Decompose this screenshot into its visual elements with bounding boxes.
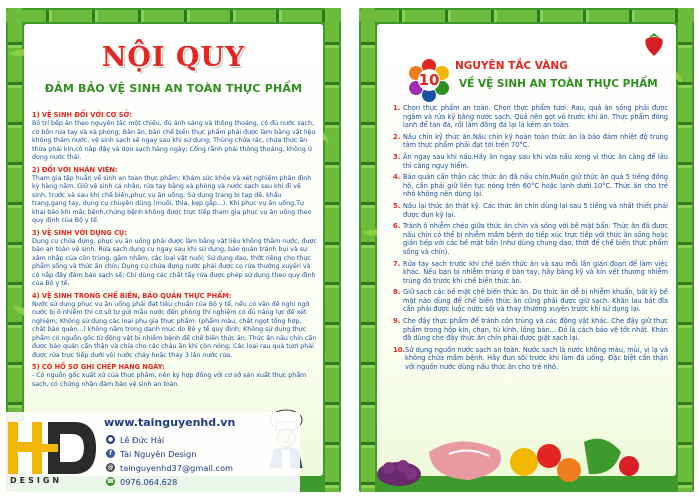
list-item	[393, 222, 668, 256]
section-text: Dụng cụ chứa đựng, phục vụ ăn uống phải được làm bằng vật liệu không thấm nước, được bảo an toàn vệ sinh. Rửa sạch dụng cụ ngay sau khi sử dụng, bảo quản tránh bụi và sự xâm nhập của côn trùng, gặm nhấm, các loại vật nuôi; Sử dụng dao, thớt riêng cho thực phẩm sống và thức ăn chín; Dụng cụ chứa đựng nước phải được cọ rửa thường xuyên và có nắp đậy đảm bảo sạch sẽ; Chỉ dùng các chất tẩy rửa được phép sử dụng theo quy định của Bộ y tế.	[32, 237, 317, 287]
logo-caption: DESIGN	[10, 476, 63, 485]
list-item	[393, 346, 668, 372]
section-text: - Có nguồn gốc xuất xứ của thực phẩm, nên ký hợp đồng với cơ sở sản xuất thực phẩm sạch, có chứng nhận đảm bảo vệ sinh an toàn.	[32, 372, 307, 388]
contact-row	[106, 462, 233, 473]
list-item	[393, 173, 668, 199]
list-item	[393, 104, 668, 130]
rule-text: Rửa tay sạch trước khi chế biến thức ăn và sau mỗi lần gián đoạn để làm việc khác. Nếu bạn bị nhiễm trùng ở bàn tay, hãy băng kỹ và kín vết thương nhiễm trùng đó trước khi chế biến thức ăn.	[403, 259, 668, 285]
facebook-icon: f	[106, 449, 115, 458]
rule-text: Ăn ngay sau khi nấu.Hãy ăn ngay sau khi vừa nấu xong vì thức ăn càng để lâu thì càng nguy hiểm.	[403, 152, 668, 170]
rule-number: 7.	[393, 259, 401, 268]
strawberry-icon	[640, 30, 668, 58]
email-icon: @	[107, 464, 114, 471]
bamboo-frame-top	[359, 10, 694, 22]
section-heading: 2) ĐỐI VỚI NHÂN VIÊN:	[32, 165, 118, 174]
contact-text[interactable]: Tài Nguyên Design	[120, 448, 197, 459]
designer-watermark	[0, 412, 300, 496]
section-text: Tham gia tập huấn về sinh an toàn thực phẩm; Khám sức khỏe và xét nghiệm phân định kỳ hàng năm. Giữ vệ sinh cá nhân, rửa tay bằng xà phòng và nước sạch sau khi đi vệ sinh, trước và sau khi chế biến,phục vụ ăn uống. Sử dụng trang bị tạp dề, khẩu trang,gang tay, dụng cụ chuyên dùng (muôi, thìa, kẹp gắp...). Khi phục vụ ăn uống,Tự khai báo khi mắc bệnh,chứng bệnh không được trực tiếp tham gia phục vụ ăn uống theo quy định của Bộ y tế.	[32, 174, 312, 224]
list-item	[393, 260, 668, 286]
rule-number: 3.	[393, 152, 401, 161]
contact-text[interactable]: tainguyenhd37@gmail.com	[120, 462, 233, 473]
list-item	[393, 288, 668, 314]
section-heading: 1) VỆ SINH ĐỐI VỚI CƠ SỞ:	[32, 111, 132, 119]
list-item	[393, 153, 668, 170]
bamboo-frame-right	[325, 8, 339, 492]
rule-text: Nấu chín kỹ thức ăn.Nấu chín kỹ hoàn toàn thức ăn là bảo đảm nhiệt độ trung tâm thực phẩm phải đạt tới trên 70°C.	[403, 132, 668, 150]
list-item	[393, 202, 668, 219]
contact-row	[106, 448, 196, 459]
rule-text: Che đậy thực phẩm để tránh côn trùng và các động vật khác. Che đậy giữ thực phẩm trong hộp kín, chạn, tủ kính, lồng bàn... Đó là cách bảo vệ tốt nhất. Khăn đã dùng che đậy thức ăn chín phải được giặt sạch lại.	[403, 317, 668, 343]
rule-text: Chọn thực phẩm an toàn. Chọn thực phẩm tươi. Rau, quả ăn sống phải được ngâm và rửa kỹ bằng nước sạch. Quả nên gọt vỏ trước khi ăn. Thực phẩm đông lạnh để tan đá, rồi làm đông đá lại là kém an toàn.	[403, 104, 668, 130]
rule-number: 1.	[393, 104, 401, 112]
section-heading: 4) VỆ SINH TRONG CHẾ BIẾN, BẢO QUẢN THỰC PHẨM:	[32, 291, 232, 300]
rule-number: 5.	[393, 201, 401, 210]
section-heading: 3) VỆ SINH VỚI DỤNG CỤ:	[32, 228, 127, 237]
rule-number: 10.	[393, 345, 406, 354]
rule-number: 9.	[393, 317, 401, 326]
rule-text: Giữ sạch các bề mặt chế biến thức ăn. Do thức ăn dễ bị nhiễm khuẩn, bất kỳ bề mặt nào dùng để chế biến thức ăn cũng phải được giữ sạch. Khăn lau bát đĩa cần phải được luộc nước sôi và thay thường xuyên trước khi sử dụng lại.	[403, 288, 668, 314]
contact-row	[106, 476, 177, 487]
rule-number: 4.	[393, 173, 401, 182]
rule-text: Sử dụng nguồn nước sạch an toàn. Nước sạch là nước không màu, mùi, vị lạ và không chứa mầm bệnh. Hãy đun sôi trước khi làm đá uống. Đặc biệt cẩn thận với nguồn nước dùng nấu thức ăn cho trẻ nhỏ.	[405, 345, 668, 372]
golden-rules-poster	[359, 8, 694, 492]
poster-title-line2: VỀ VỆ SINH AN TOÀN THỰC PHẨM	[459, 78, 658, 90]
rule-text: Tránh ô nhiễm chéo giữa thức ăn chín và sống với bề mặt bẩn. Thức ăn đã được nấu chín có thể bị nhiễm mầm bệnh do tiếp xúc trực tiếp với thức ăn sống hoặc gián tiếp với các bề mặt bẩn (như dùng chung dao, thớt để chế biến thực phẩm sống và chín).	[403, 222, 668, 256]
phone-icon: ☎	[106, 478, 115, 485]
rule-text: Bảo quản cẩn thận các thức ăn đã nấu chín.Muốn giữ thức ăn quá 5 tiếng đồng hồ, cần phải giữ liên tục nóng trên 60°C hoặc lạnh dưới 10°C. Thức ăn cho trẻ nhỏ không nên dùng lại.	[403, 173, 668, 199]
contact-row	[106, 434, 164, 445]
content-panel	[377, 24, 676, 476]
fresh-food-illustration	[359, 412, 658, 492]
contact-text[interactable]: 0976.064.628	[120, 476, 178, 487]
list-item	[393, 133, 668, 150]
section-text: Bố trí bếp ăn theo nguyên tắc một chiều, đủ ánh sáng và thông thoáng, có đủ nước sạch, có bồn rửa tay và xà phòng; Bàn ăn, bàn chế biến thực phẩm phải được làm bằng vật liệu không thấm nước, vệ sinh sạch sẽ ngay sau khi sử dụng; Thùng chứa rác, chứa thức ăn thừa phải kín,có nắp đậy và dọn sạch hàng ngày; Cống rãnh phải thông thoáng, không ứ đọng nước thải.	[32, 120, 316, 161]
section-heading: 5) CÓ HỒ SƠ GHI CHÉP HÀNG NGÀY:	[32, 363, 165, 371]
rule-number: 2.	[393, 132, 401, 141]
rule-number: 8.	[393, 288, 401, 297]
poster-title-line1: NGUYÊN TẮC VÀNG	[455, 60, 568, 72]
rules-body	[32, 108, 317, 389]
poster-subtitle: ĐẢM BẢO VỆ SINH AN TOÀN THỰC PHẨM	[44, 82, 303, 95]
logo-number: 10	[418, 71, 440, 89]
section-text: Nước sử dụng phục vụ ăn uống phải đạt tiêu chuẩn của Bộ y tế, nếu có vấn đề nghi ngờ nước bị ô nhiễm thì cơ sở tự gửi mẫu nước đến phòng thí nghiệm có đủ năng lực để xét nghiệm; Không sử dụng các loại phụ gia thực phẩm: (phẩm màu, chất ngọt tổng hợp, chất bảo quản...) không nằm trong danh mục do Bộ y tế quy định; Không sử dụng thực phẩm có nguồn gốc từ động vật bị nhiễm bệnh để chế biến thức ăn: Thức ăn nấu chín cần được bảo quản cẩn thận và chia cho các cháu ăn khi còn nóng; Các loại rau quả tươi phải được rửa trực tiếp dưới vòi nước chảy hoặc thay 3 lần nước rửa.	[32, 300, 317, 359]
contact-text: Lê Đức Hải	[120, 434, 165, 445]
rule-number: 6.	[393, 222, 401, 231]
rule-text: Nấu lại thức ăn thật kỹ. Các thức ăn chín dùng lại sau 5 tiếng và nhất thiết phải được đun kỹ lại.	[403, 201, 668, 219]
poster-title: NỘI QUY	[101, 42, 246, 73]
golden-rules-list	[393, 104, 668, 375]
user-icon: ●	[107, 436, 114, 443]
bamboo-frame-top	[6, 10, 341, 22]
website-link[interactable]: www.tainguyenhd.vn	[104, 416, 236, 429]
list-item	[393, 317, 668, 343]
